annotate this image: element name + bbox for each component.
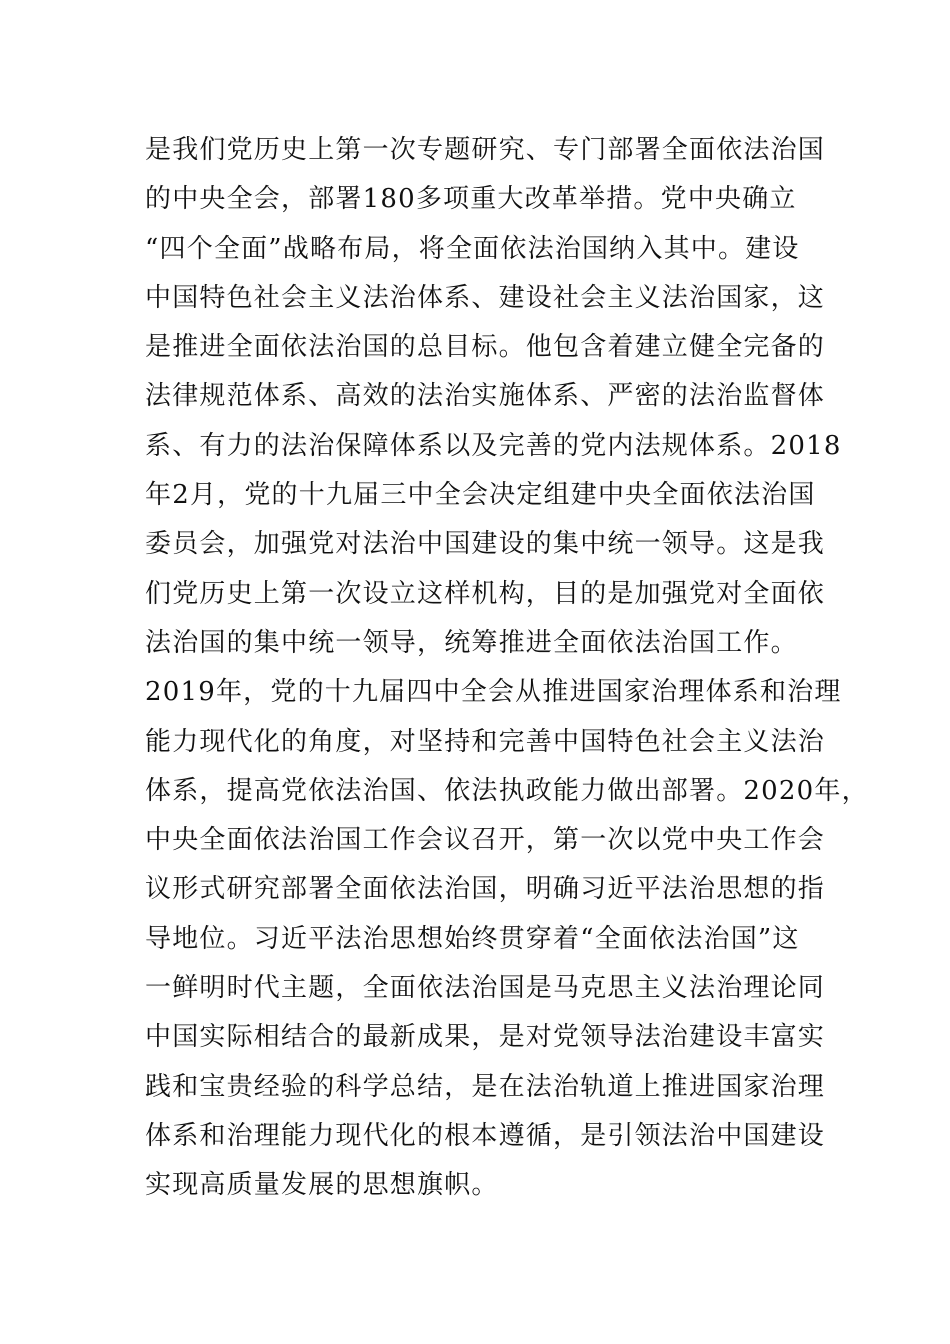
text-line: 一鲜明时代主题，全面依法治国是马克思主义法治理论同 bbox=[145, 973, 826, 1004]
text-line: 践和宝贵经验的科学总结，是在法治轨道上推进国家治理 bbox=[145, 1071, 826, 1102]
text-line: 导地位。习近平法治思想始终贯穿着“全面依法治国”这 bbox=[145, 923, 800, 954]
text-line: 中央全面依法治国工作会议召开，第一次以党中央工作会 bbox=[145, 825, 826, 856]
text-line: 能力现代化的角度，对坚持和完善中国特色社会主义法治 bbox=[145, 726, 826, 757]
text-line: 是我们党历史上第一次专题研究、专门部署全面依法治国 bbox=[145, 135, 826, 165]
text-line: 年2月，党的十九届三中全会决定组建中央全面依法治国 bbox=[145, 480, 816, 511]
text-line: 法律规范体系、高效的法治实施体系、严密的法治监督体 bbox=[145, 381, 826, 412]
text-line: 的中央全会，部署180多项重大改革举措。党中央确立 bbox=[145, 184, 797, 215]
text-line: 法治国的集中统一领导，统筹推进全面依法治国工作。 bbox=[145, 627, 798, 658]
body-paragraph bbox=[145, 126, 869, 1211]
text-line: 2019年，党的十九届四中全会从推进国家治理体系和治理 bbox=[145, 677, 842, 708]
text-line: 体系，提高党依法治国、依法执政能力做出部署。2020年， bbox=[145, 775, 869, 806]
text-line: 中国特色社会主义法治体系、建设社会主义法治国家，这 bbox=[145, 282, 826, 313]
text-line: 是推进全面依法治国的总目标。他包含着建立健全完备的 bbox=[145, 332, 826, 363]
text-line: 们党历史上第一次设立这样机构，目的是加强党对全面依 bbox=[145, 578, 826, 609]
text-line: 议形式研究部署全面依法治国，明确习近平法治思想的指 bbox=[145, 874, 826, 905]
text-line: 系、有力的法治保障体系以及完善的党内法规体系。2018 bbox=[145, 430, 842, 461]
text-line: 实现高质量发展的思想旗帜。 bbox=[145, 1170, 499, 1201]
text-line: 体系和治理能力现代化的根本遵循，是引领法治中国建设 bbox=[145, 1120, 826, 1151]
text-line: 委员会，加强党对法治中国建设的集中统一领导。这是我 bbox=[145, 529, 826, 560]
text-line: “四个全面”战略布局，将全面依法治国纳入其中。建设 bbox=[145, 233, 800, 264]
text-line: 中国实际相结合的最新成果，是对党领导法治建设丰富实 bbox=[145, 1022, 826, 1053]
